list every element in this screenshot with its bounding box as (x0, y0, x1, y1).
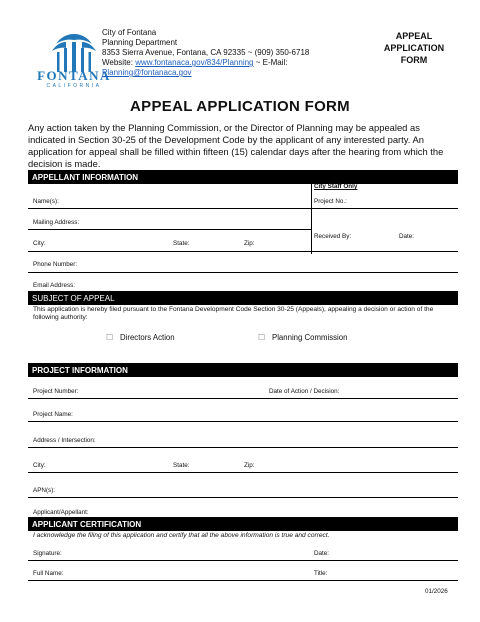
divider (28, 447, 458, 448)
divider (28, 229, 311, 230)
website-label: Website: (102, 58, 136, 67)
email-link[interactable]: Planning@fontanaca.gov (102, 68, 192, 77)
names-label: Name(s): (33, 198, 59, 205)
project-no-label: Project No.: (314, 198, 347, 205)
signature-label: Signature: (33, 550, 62, 557)
zip-label: Zip: (244, 240, 255, 247)
intro-paragraph: Any action taken by the Planning Commission, or the Director of Planning may be appealed as indicated in Section 30-25 of the Development Code by the applicant of any interested party. An application for appeal shall be filled within fifteen (15) calendar days after the hearing from which the decision is made. (28, 122, 444, 169)
divider (28, 272, 458, 273)
revision-date: 01/2026 (425, 588, 448, 595)
divider (28, 421, 458, 422)
full-name-label: Full Name: (33, 570, 64, 577)
subject-heading: SUBJECT OF APPEAL (28, 291, 458, 305)
project-number-label: Project Number: (33, 388, 79, 395)
corner-title-line1: APPEAL (395, 31, 433, 41)
corner-title (365, 30, 463, 66)
page-title: APPEAL APPLICATION FORM (130, 98, 350, 115)
date-of-action-label: Date of Action / Decision: (269, 388, 340, 395)
email-label: ~ E-Mail: (253, 58, 288, 67)
email-address-label: Email Address: (33, 282, 75, 289)
apn-label: APN(s): (33, 487, 56, 494)
phone-label: Phone Number: (33, 261, 78, 268)
staff-divider (311, 184, 312, 254)
staff-only-label: City Staff Only (314, 183, 358, 190)
divider (28, 208, 458, 209)
website-line (102, 58, 309, 68)
project-name-label: Project Name: (33, 411, 73, 418)
divider (28, 398, 458, 399)
department-info (102, 28, 309, 78)
planning-commission-checkbox[interactable]: ☐ (258, 333, 266, 342)
project-heading: PROJECT INFORMATION (28, 363, 458, 377)
title-label: Title: (314, 570, 328, 577)
appellant-heading: APPELLANT INFORMATION (28, 170, 312, 184)
dept-address: 8353 Sierra Avenue, Fontana, CA 92335 ~ (909) 350-6718 (102, 48, 310, 57)
subject-text: This application is hereby filed pursuant to the Fontana Development Code Section 30-25 (Appeals), appealing a decision or action of the following authority: (33, 306, 434, 321)
divider (28, 560, 458, 561)
website-link[interactable]: www.fontanaca.gov/834/Planning (135, 58, 254, 67)
directors-action-label: Directors Action (120, 333, 175, 342)
staff-date-label: Date: (399, 233, 415, 240)
corner-title-line2: APPLICATION (383, 43, 445, 53)
org-name: City of Fontana (102, 28, 157, 37)
planning-commission-label: Planning Commission (272, 333, 348, 342)
divider (28, 497, 458, 498)
mailing-label: Mailing Address: (33, 219, 80, 226)
divider (28, 472, 458, 473)
certification-heading: APPLICANT CERTIFICATION (28, 517, 458, 531)
project-zip-label: Zip: (244, 462, 255, 469)
staff-bar (312, 170, 458, 184)
directors-action-checkbox[interactable]: ☐ (106, 333, 114, 342)
logo-subtitle: CALIFORNIA (46, 83, 102, 89)
cert-date-label: Date: (314, 550, 330, 557)
certification-text: I acknowledge the filing of this application and certify that all the above information is true and correct. (33, 532, 330, 539)
city-label: City: (33, 240, 46, 247)
applicant-appellant-label: Applicant/Appellant: (33, 509, 89, 516)
state-label: State: (173, 240, 190, 247)
divider (28, 251, 458, 252)
corner-title-line3: FORM (400, 55, 428, 65)
project-state-label: State: (173, 462, 190, 469)
address-intersection-label: Address / Intersection: (33, 437, 96, 444)
divider (28, 580, 458, 581)
dept-name: Planning Department (102, 38, 178, 47)
project-city-label: City: (33, 462, 46, 469)
logo-wordmark: FONTANA (37, 68, 111, 83)
received-by-label: Received By: (314, 233, 352, 240)
